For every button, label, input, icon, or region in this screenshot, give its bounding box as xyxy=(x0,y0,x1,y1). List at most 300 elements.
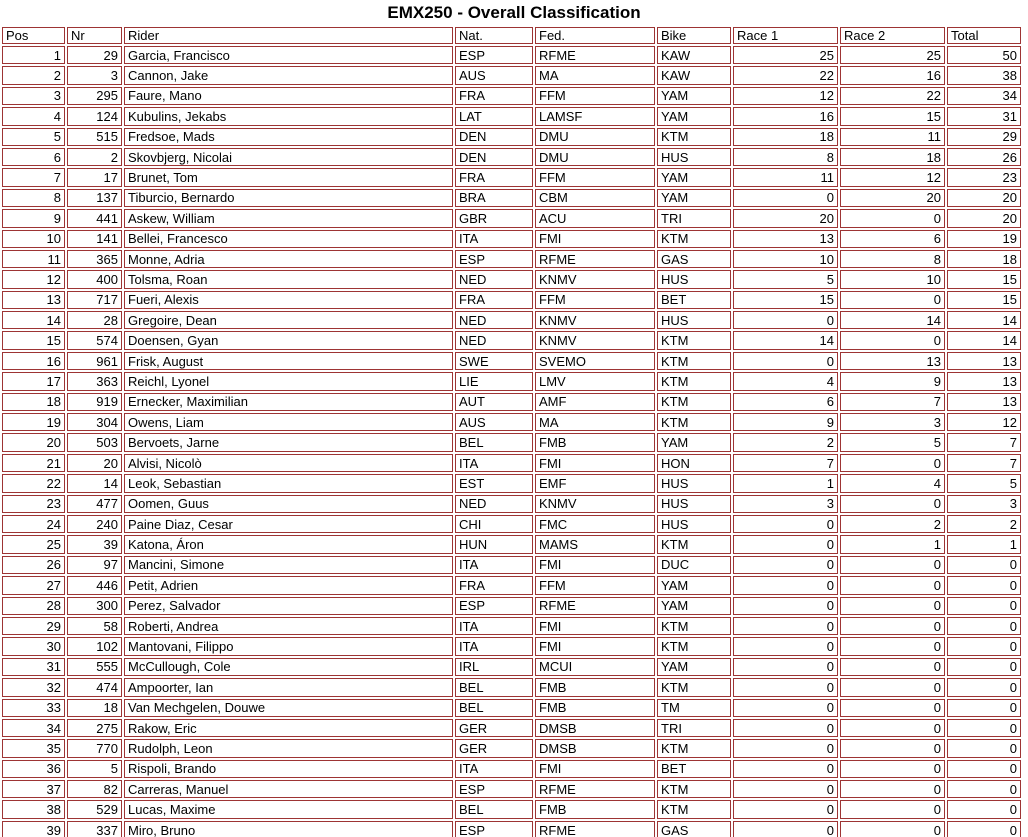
cell-bike: KTM xyxy=(657,535,731,553)
cell-fed: FMI xyxy=(535,637,655,655)
cell-race1: 14 xyxy=(733,331,838,349)
cell-race1: 7 xyxy=(733,454,838,472)
cell-nr: 770 xyxy=(67,739,122,757)
cell-pos: 8 xyxy=(2,189,65,207)
table-row xyxy=(2,821,1021,837)
cell-rider: Mantovani, Filippo xyxy=(124,637,453,655)
cell-race2: 1 xyxy=(840,535,945,553)
cell-bike: KTM xyxy=(657,413,731,431)
cell-race1: 0 xyxy=(733,535,838,553)
cell-nat: HUN xyxy=(455,535,533,553)
cell-rider: Leok, Sebastian xyxy=(124,474,453,492)
cell-total: 0 xyxy=(947,699,1021,717)
cell-total: 7 xyxy=(947,454,1021,472)
cell-nr: 919 xyxy=(67,393,122,411)
cell-race1: 12 xyxy=(733,87,838,105)
cell-nr: 574 xyxy=(67,331,122,349)
cell-bike: GAS xyxy=(657,821,731,837)
cell-nr: 3 xyxy=(67,66,122,84)
cell-total: 0 xyxy=(947,821,1021,837)
cell-nr: 82 xyxy=(67,780,122,798)
cell-total: 23 xyxy=(947,168,1021,186)
cell-bike: YAM xyxy=(657,107,731,125)
cell-pos: 38 xyxy=(2,800,65,818)
column-header-race2: Race 2 xyxy=(840,27,945,44)
cell-pos: 19 xyxy=(2,413,65,431)
cell-rider: Perez, Salvador xyxy=(124,597,453,615)
table-row xyxy=(2,678,1021,696)
cell-rider: Petit, Adrien xyxy=(124,576,453,594)
cell-bike: HUS xyxy=(657,148,731,166)
cell-race2: 10 xyxy=(840,270,945,288)
cell-total: 0 xyxy=(947,597,1021,615)
cell-nat: SWE xyxy=(455,352,533,370)
cell-fed: RFME xyxy=(535,821,655,837)
cell-race2: 0 xyxy=(840,597,945,615)
cell-pos: 35 xyxy=(2,739,65,757)
cell-rider: Reichl, Lyonel xyxy=(124,372,453,390)
cell-race1: 0 xyxy=(733,576,838,594)
table-row xyxy=(2,128,1021,146)
cell-nat: LIE xyxy=(455,372,533,390)
cell-rider: Alvisi, Nicolò xyxy=(124,454,453,472)
cell-race1: 0 xyxy=(733,800,838,818)
column-header-race1: Race 1 xyxy=(733,27,838,44)
cell-race2: 0 xyxy=(840,699,945,717)
cell-nat: AUT xyxy=(455,393,533,411)
cell-bike: TRI xyxy=(657,209,731,227)
cell-bike: KTM xyxy=(657,617,731,635)
cell-race1: 3 xyxy=(733,495,838,513)
cell-fed: DMSB xyxy=(535,719,655,737)
cell-nat: BRA xyxy=(455,189,533,207)
cell-fed: KNMV xyxy=(535,495,655,513)
cell-total: 14 xyxy=(947,311,1021,329)
cell-race2: 0 xyxy=(840,291,945,309)
cell-race1: 4 xyxy=(733,372,838,390)
cell-race2: 2 xyxy=(840,515,945,533)
cell-rider: Askew, William xyxy=(124,209,453,227)
cell-nat: NED xyxy=(455,331,533,349)
cell-race2: 0 xyxy=(840,495,945,513)
table-row xyxy=(2,66,1021,84)
cell-fed: FFM xyxy=(535,168,655,186)
cell-bike: HUS xyxy=(657,515,731,533)
cell-bike: KTM xyxy=(657,678,731,696)
cell-rider: Carreras, Manuel xyxy=(124,780,453,798)
cell-rider: Rispoli, Brando xyxy=(124,760,453,778)
cell-fed: FMI xyxy=(535,556,655,574)
cell-nr: 5 xyxy=(67,760,122,778)
cell-pos: 15 xyxy=(2,331,65,349)
cell-total: 1 xyxy=(947,535,1021,553)
cell-pos: 14 xyxy=(2,311,65,329)
cell-pos: 29 xyxy=(2,617,65,635)
table-row xyxy=(2,719,1021,737)
cell-race2: 0 xyxy=(840,780,945,798)
table-row xyxy=(2,148,1021,166)
cell-race2: 0 xyxy=(840,209,945,227)
cell-nat: ESP xyxy=(455,46,533,64)
cell-nat: GER xyxy=(455,739,533,757)
cell-race1: 18 xyxy=(733,128,838,146)
cell-total: 20 xyxy=(947,189,1021,207)
table-row xyxy=(2,352,1021,370)
table-row xyxy=(2,739,1021,757)
cell-nat: DEN xyxy=(455,148,533,166)
cell-total: 0 xyxy=(947,719,1021,737)
cell-nr: 295 xyxy=(67,87,122,105)
cell-rider: Garcia, Francisco xyxy=(124,46,453,64)
cell-race2: 3 xyxy=(840,413,945,431)
cell-pos: 20 xyxy=(2,433,65,451)
cell-nat: CHI xyxy=(455,515,533,533)
cell-total: 0 xyxy=(947,576,1021,594)
table-row xyxy=(2,760,1021,778)
cell-bike: HUS xyxy=(657,495,731,513)
cell-pos: 9 xyxy=(2,209,65,227)
cell-nat: FRA xyxy=(455,291,533,309)
cell-bike: KTM xyxy=(657,393,731,411)
cell-nr: 2 xyxy=(67,148,122,166)
cell-bike: HUS xyxy=(657,270,731,288)
cell-fed: DMU xyxy=(535,128,655,146)
cell-rider: Fredsoe, Mads xyxy=(124,128,453,146)
cell-nr: 29 xyxy=(67,46,122,64)
cell-nat: ITA xyxy=(455,230,533,248)
cell-nat: NED xyxy=(455,311,533,329)
cell-nr: 58 xyxy=(67,617,122,635)
cell-fed: KNMV xyxy=(535,331,655,349)
cell-race2: 8 xyxy=(840,250,945,268)
cell-bike: YAM xyxy=(657,168,731,186)
table-row xyxy=(2,454,1021,472)
cell-rider: Fueri, Alexis xyxy=(124,291,453,309)
cell-nr: 102 xyxy=(67,637,122,655)
cell-pos: 36 xyxy=(2,760,65,778)
cell-nr: 18 xyxy=(67,699,122,717)
cell-rider: Miro, Bruno xyxy=(124,821,453,837)
cell-fed: MA xyxy=(535,66,655,84)
cell-fed: RFME xyxy=(535,250,655,268)
cell-total: 0 xyxy=(947,780,1021,798)
column-header-pos: Pos xyxy=(2,27,65,44)
cell-race1: 0 xyxy=(733,597,838,615)
cell-nr: 474 xyxy=(67,678,122,696)
table-row xyxy=(2,495,1021,513)
cell-race1: 0 xyxy=(733,821,838,837)
cell-bike: YAM xyxy=(657,189,731,207)
cell-nr: 365 xyxy=(67,250,122,268)
table-row xyxy=(2,291,1021,309)
cell-race1: 8 xyxy=(733,148,838,166)
cell-pos: 28 xyxy=(2,597,65,615)
cell-fed: FMI xyxy=(535,230,655,248)
column-header-rider: Rider xyxy=(124,27,453,44)
cell-total: 34 xyxy=(947,87,1021,105)
cell-nr: 124 xyxy=(67,107,122,125)
cell-rider: Roberti, Andrea xyxy=(124,617,453,635)
cell-pos: 26 xyxy=(2,556,65,574)
cell-total: 0 xyxy=(947,739,1021,757)
cell-fed: DMU xyxy=(535,148,655,166)
cell-nr: 137 xyxy=(67,189,122,207)
cell-fed: FMB xyxy=(535,699,655,717)
cell-nat: DEN xyxy=(455,128,533,146)
cell-nr: 446 xyxy=(67,576,122,594)
cell-bike: KTM xyxy=(657,739,731,757)
cell-pos: 7 xyxy=(2,168,65,186)
cell-race2: 0 xyxy=(840,800,945,818)
cell-nr: 14 xyxy=(67,474,122,492)
cell-race2: 14 xyxy=(840,311,945,329)
cell-rider: Owens, Liam xyxy=(124,413,453,431)
cell-nr: 141 xyxy=(67,230,122,248)
cell-pos: 4 xyxy=(2,107,65,125)
table-row xyxy=(2,515,1021,533)
cell-race2: 15 xyxy=(840,107,945,125)
cell-fed: ACU xyxy=(535,209,655,227)
cell-total: 26 xyxy=(947,148,1021,166)
cell-pos: 37 xyxy=(2,780,65,798)
cell-race2: 9 xyxy=(840,372,945,390)
cell-bike: KAW xyxy=(657,66,731,84)
cell-race2: 11 xyxy=(840,128,945,146)
cell-nat: GBR xyxy=(455,209,533,227)
cell-total: 31 xyxy=(947,107,1021,125)
cell-bike: YAM xyxy=(657,597,731,615)
cell-fed: FFM xyxy=(535,576,655,594)
cell-fed: FMI xyxy=(535,617,655,635)
table-row xyxy=(2,311,1021,329)
cell-fed: KNMV xyxy=(535,270,655,288)
cell-race2: 4 xyxy=(840,474,945,492)
cell-race2: 16 xyxy=(840,66,945,84)
cell-nat: LAT xyxy=(455,107,533,125)
table-row xyxy=(2,597,1021,615)
cell-pos: 39 xyxy=(2,821,65,837)
cell-race1: 0 xyxy=(733,678,838,696)
cell-race2: 0 xyxy=(840,739,945,757)
cell-fed: MCUI xyxy=(535,658,655,676)
cell-total: 0 xyxy=(947,617,1021,635)
cell-race1: 0 xyxy=(733,617,838,635)
cell-nr: 97 xyxy=(67,556,122,574)
table-row xyxy=(2,331,1021,349)
header-row xyxy=(2,27,1021,44)
cell-fed: FMB xyxy=(535,433,655,451)
cell-race1: 5 xyxy=(733,270,838,288)
cell-rider: McCullough, Cole xyxy=(124,658,453,676)
cell-race1: 15 xyxy=(733,291,838,309)
cell-bike: BET xyxy=(657,760,731,778)
cell-nat: ITA xyxy=(455,637,533,655)
cell-nr: 337 xyxy=(67,821,122,837)
cell-nr: 28 xyxy=(67,311,122,329)
classification-table xyxy=(0,25,1023,837)
cell-race1: 2 xyxy=(733,433,838,451)
cell-fed: DMSB xyxy=(535,739,655,757)
cell-race1: 25 xyxy=(733,46,838,64)
cell-fed: EMF xyxy=(535,474,655,492)
cell-bike: KTM xyxy=(657,637,731,655)
cell-nat: AUS xyxy=(455,66,533,84)
table-row xyxy=(2,535,1021,553)
cell-rider: Bervoets, Jarne xyxy=(124,433,453,451)
cell-total: 15 xyxy=(947,270,1021,288)
cell-bike: KTM xyxy=(657,352,731,370)
cell-nr: 555 xyxy=(67,658,122,676)
cell-race1: 20 xyxy=(733,209,838,227)
cell-race1: 0 xyxy=(733,311,838,329)
cell-nr: 717 xyxy=(67,291,122,309)
cell-race1: 0 xyxy=(733,637,838,655)
cell-pos: 11 xyxy=(2,250,65,268)
cell-nr: 240 xyxy=(67,515,122,533)
cell-pos: 1 xyxy=(2,46,65,64)
cell-race1: 1 xyxy=(733,474,838,492)
cell-rider: Brunet, Tom xyxy=(124,168,453,186)
cell-race1: 10 xyxy=(733,250,838,268)
cell-rider: Ampoorter, Ian xyxy=(124,678,453,696)
cell-race2: 0 xyxy=(840,637,945,655)
cell-nat: AUS xyxy=(455,413,533,431)
cell-pos: 32 xyxy=(2,678,65,696)
column-header-nr: Nr xyxy=(67,27,122,44)
cell-bike: KTM xyxy=(657,128,731,146)
cell-pos: 31 xyxy=(2,658,65,676)
cell-fed: RFME xyxy=(535,46,655,64)
cell-bike: TRI xyxy=(657,719,731,737)
cell-race1: 0 xyxy=(733,780,838,798)
cell-race1: 22 xyxy=(733,66,838,84)
cell-total: 0 xyxy=(947,800,1021,818)
cell-fed: MA xyxy=(535,413,655,431)
cell-race2: 0 xyxy=(840,760,945,778)
cell-bike: YAM xyxy=(657,87,731,105)
cell-fed: KNMV xyxy=(535,311,655,329)
cell-bike: BET xyxy=(657,291,731,309)
cell-race2: 22 xyxy=(840,87,945,105)
cell-race1: 11 xyxy=(733,168,838,186)
cell-total: 50 xyxy=(947,46,1021,64)
cell-rider: Lucas, Maxime xyxy=(124,800,453,818)
cell-pos: 10 xyxy=(2,230,65,248)
cell-fed: FFM xyxy=(535,291,655,309)
cell-pos: 23 xyxy=(2,495,65,513)
cell-total: 2 xyxy=(947,515,1021,533)
cell-fed: RFME xyxy=(535,597,655,615)
cell-race2: 0 xyxy=(840,678,945,696)
cell-fed: LMV xyxy=(535,372,655,390)
column-header-nat: Nat. xyxy=(455,27,533,44)
cell-race2: 0 xyxy=(840,658,945,676)
table-row xyxy=(2,800,1021,818)
cell-bike: KTM xyxy=(657,780,731,798)
cell-pos: 3 xyxy=(2,87,65,105)
cell-total: 18 xyxy=(947,250,1021,268)
cell-rider: Gregoire, Dean xyxy=(124,311,453,329)
cell-bike: HUS xyxy=(657,474,731,492)
cell-nat: ITA xyxy=(455,556,533,574)
page-title: EMX250 - Overall Classification xyxy=(387,3,641,22)
cell-nat: NED xyxy=(455,270,533,288)
cell-race1: 0 xyxy=(733,189,838,207)
cell-race2: 0 xyxy=(840,556,945,574)
cell-race1: 0 xyxy=(733,658,838,676)
table-row xyxy=(2,107,1021,125)
table-row xyxy=(2,372,1021,390)
cell-race1: 9 xyxy=(733,413,838,431)
cell-rider: Monne, Adria xyxy=(124,250,453,268)
cell-race1: 6 xyxy=(733,393,838,411)
cell-nat: BEL xyxy=(455,699,533,717)
cell-pos: 2 xyxy=(2,66,65,84)
cell-race2: 0 xyxy=(840,331,945,349)
cell-nr: 515 xyxy=(67,128,122,146)
cell-fed: FFM xyxy=(535,87,655,105)
table-body xyxy=(2,46,1021,837)
cell-race1: 0 xyxy=(733,352,838,370)
cell-fed: MAMS xyxy=(535,535,655,553)
cell-pos: 25 xyxy=(2,535,65,553)
cell-nr: 275 xyxy=(67,719,122,737)
cell-total: 13 xyxy=(947,352,1021,370)
cell-nr: 477 xyxy=(67,495,122,513)
cell-bike: KTM xyxy=(657,372,731,390)
cell-bike: GAS xyxy=(657,250,731,268)
cell-fed: LAMSF xyxy=(535,107,655,125)
cell-nat: IRL xyxy=(455,658,533,676)
cell-nr: 961 xyxy=(67,352,122,370)
cell-nat: EST xyxy=(455,474,533,492)
cell-fed: SVEMO xyxy=(535,352,655,370)
table-row xyxy=(2,433,1021,451)
cell-total: 14 xyxy=(947,331,1021,349)
cell-total: 0 xyxy=(947,637,1021,655)
cell-race2: 18 xyxy=(840,148,945,166)
cell-race2: 12 xyxy=(840,168,945,186)
cell-rider: Doensen, Gyan xyxy=(124,331,453,349)
column-header-bike: Bike xyxy=(657,27,731,44)
cell-rider: Cannon, Jake xyxy=(124,66,453,84)
cell-nr: 503 xyxy=(67,433,122,451)
cell-total: 19 xyxy=(947,230,1021,248)
cell-total: 20 xyxy=(947,209,1021,227)
cell-rider: Skovbjerg, Nicolai xyxy=(124,148,453,166)
cell-race2: 0 xyxy=(840,576,945,594)
cell-nat: FRA xyxy=(455,168,533,186)
cell-rider: Kubulins, Jekabs xyxy=(124,107,453,125)
cell-race1: 0 xyxy=(733,719,838,737)
cell-total: 29 xyxy=(947,128,1021,146)
cell-total: 0 xyxy=(947,556,1021,574)
cell-race1: 16 xyxy=(733,107,838,125)
cell-race2: 20 xyxy=(840,189,945,207)
cell-nr: 529 xyxy=(67,800,122,818)
cell-race2: 0 xyxy=(840,617,945,635)
cell-pos: 13 xyxy=(2,291,65,309)
cell-race2: 0 xyxy=(840,454,945,472)
cell-pos: 34 xyxy=(2,719,65,737)
cell-nat: BEL xyxy=(455,678,533,696)
cell-race1: 0 xyxy=(733,515,838,533)
cell-pos: 27 xyxy=(2,576,65,594)
cell-nat: ITA xyxy=(455,617,533,635)
cell-bike: YAM xyxy=(657,576,731,594)
cell-rider: Van Mechgelen, Douwe xyxy=(124,699,453,717)
cell-total: 15 xyxy=(947,291,1021,309)
